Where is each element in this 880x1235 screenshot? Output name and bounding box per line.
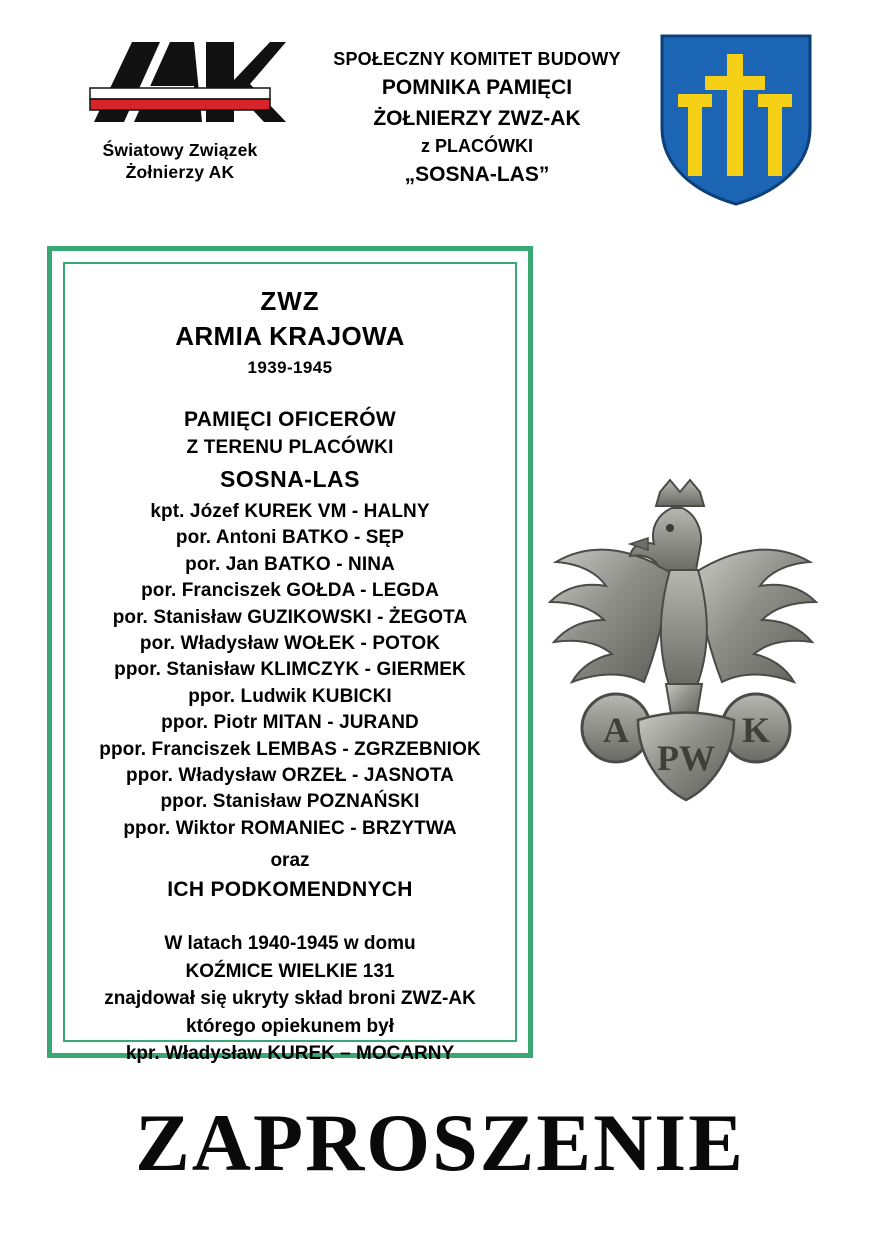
plaque-note-line1: W latach 1940-1945 w domu — [164, 933, 416, 955]
plaque-note-line4: którego opiekunem był — [186, 1015, 394, 1037]
plaque-years: 1939-1945 — [247, 358, 333, 377]
plaque-title-armia-krajowa: ARMIA KRAJOWA — [175, 321, 405, 351]
list-item: ppor. Piotr MITAN - JURAND — [161, 712, 419, 734]
plaque-oraz: oraz — [270, 850, 310, 872]
committee-line-5: „SOSNA-LAS” — [404, 163, 550, 187]
list-item: kpt. Józef KUREK VM - HALNY — [150, 501, 430, 522]
document-header — [0, 26, 880, 216]
eagle-badge-image — [520, 452, 840, 852]
plaque-post-name: SOSNA-LAS — [220, 466, 360, 492]
committee-line-2: POMNIKA PAMIĘCI — [381, 76, 573, 100]
ak-logo-caption — [72, 140, 288, 183]
list-item: por. Stanisław GUZIKOWSKI - ŻEGOTA — [112, 606, 468, 628]
plaque-note-line2: KOŹMICE WIELKIE 131 — [185, 960, 395, 982]
committee-title — [296, 48, 658, 189]
svg-text:A: A — [603, 710, 629, 750]
ak-caption-line1: Światowy Związek — [102, 140, 258, 160]
plaque-subordinates: ICH PODKOMENDNYCH — [167, 878, 413, 902]
list-item: ppor. Władysław ORZEŁ - JASNOTA — [126, 765, 454, 787]
list-item: por. Franciszek GOŁDA - LEGDA — [141, 580, 439, 602]
ak-caption-line2: Żołnierzy AK — [125, 161, 235, 182]
list-item: ppor. Stanisław POZNAŃSKI — [160, 791, 420, 813]
plaque-names-list — [77, 499, 503, 842]
plaque-note-line3: znajdował się ukryty skład broni ZWZ-AK — [104, 988, 476, 1010]
list-item: por. Antoni BATKO - SĘP — [175, 527, 405, 549]
list-item: ppor. Ludwik KUBICKI — [188, 685, 392, 707]
memorial-plaque — [47, 246, 533, 1065]
ak-monogram-icon — [74, 36, 286, 132]
coat-of-arms-icon — [658, 32, 814, 208]
svg-text:K: K — [741, 710, 771, 750]
plaque-dedication-line1: PAMIĘCI OFICERÓW — [183, 408, 397, 431]
plaque-note-line5: kpr. Władysław KUREK – MOCARNY — [125, 1043, 455, 1065]
ak-logo-block — [72, 36, 288, 183]
list-item: por. Władysław WOŁEK - POTOK — [139, 633, 441, 655]
plaque-title-zwz: ZWZ — [260, 286, 320, 316]
list-item: ppor. Wiktor ROMANIEC - BRZYTWA — [123, 817, 457, 839]
invitation-title: ZAPROSZENIE — [135, 1097, 745, 1188]
list-item: por. Jan BATKO - NINA — [185, 553, 395, 575]
list-item: ppor. Franciszek LEMBAS - ZGRZEBNIOK — [99, 738, 481, 760]
svg-text:PW: PW — [657, 738, 715, 778]
plaque-inner-frame — [63, 262, 517, 1065]
committee-line-3: ŻOŁNIERZY ZWZ-AK — [373, 106, 581, 130]
committee-line-1: SPOŁECZNY KOMITET BUDOWY — [333, 49, 621, 69]
list-item: ppor. Stanisław KLIMCZYK - GIERMEK — [114, 659, 466, 681]
plaque-note — [77, 930, 503, 1068]
committee-line-4: z PLACÓWKI — [421, 135, 533, 156]
plaque-dedication-line2: Z TERENU PLACÓWKI — [186, 437, 394, 458]
